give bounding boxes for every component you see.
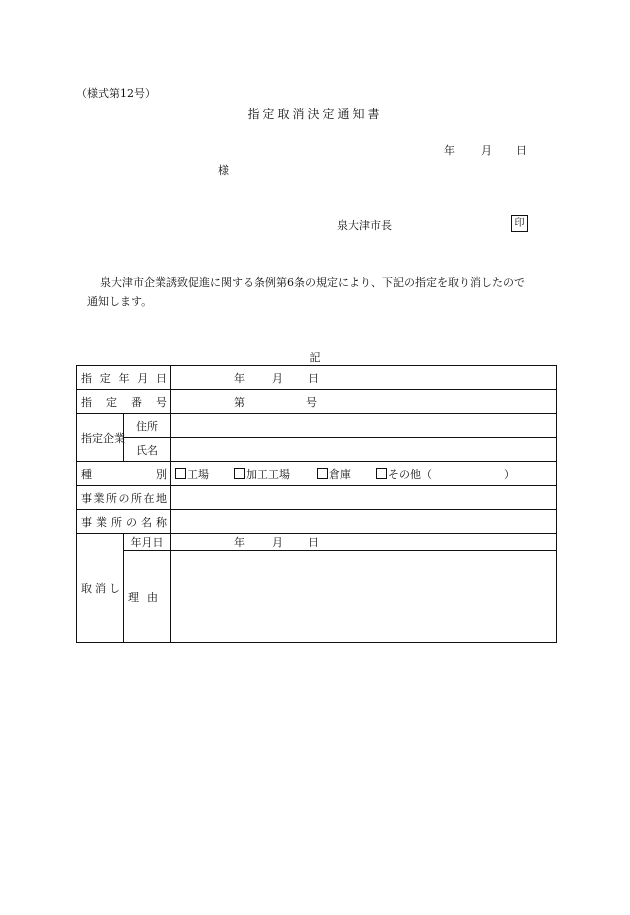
seal-stamp-box: 印 (511, 215, 528, 232)
designation-number-label: 指定番号 (77, 390, 171, 414)
checkbox-icon (234, 468, 245, 479)
document-title: 指定取消決定通知書 (247, 107, 383, 121)
ki-heading: 記 (309, 351, 321, 364)
name-label: 氏名 (124, 438, 171, 462)
name-field[interactable] (171, 438, 557, 462)
cancellation-date-field[interactable] (171, 534, 557, 551)
designation-month-label: 月 (272, 371, 283, 385)
form-number: （様式第12号） (76, 87, 156, 100)
type-option-warehouse[interactable]: 倉庫 (317, 466, 376, 482)
cancellation-label: 取消し (77, 534, 124, 643)
row-designation-date (77, 366, 557, 390)
details-table (76, 365, 557, 643)
designation-number-suffix: 号 (306, 395, 317, 409)
row-office-location (77, 486, 557, 510)
row-cancellation-reason (77, 551, 557, 643)
designation-year-label: 年 (234, 371, 245, 385)
row-type (77, 462, 557, 486)
office-name-field[interactable] (171, 510, 557, 534)
body-text-line-1: 泉大津市企業誘致促進に関する条例第6条の規定により、下記の指定を取り消したので (100, 276, 525, 289)
addressee-suffix: 様 (218, 164, 229, 177)
cancellation-year-label: 年 (234, 536, 245, 549)
designation-day-label: 日 (308, 371, 319, 385)
reason-label: 理由 (124, 551, 171, 643)
row-designation-number (77, 390, 557, 414)
checkbox-icon (317, 468, 328, 479)
designation-number-field[interactable] (171, 390, 557, 414)
date-day-label: 日 (516, 144, 527, 157)
row-cancellation-date (77, 534, 557, 551)
address-label: 住所 (124, 414, 171, 438)
body-text-line-2: 通知します。 (87, 295, 153, 308)
type-label: 種別 (77, 462, 171, 486)
checkbox-icon (376, 468, 387, 479)
type-options (171, 462, 557, 486)
office-location-label: 事業所の所在地 (77, 486, 171, 510)
designated-company-label: 指定企業 (77, 414, 124, 462)
reason-field[interactable] (171, 551, 557, 643)
designation-date-field[interactable] (171, 366, 557, 390)
date-year-label: 年 (444, 144, 455, 157)
type-option-processing-factory[interactable]: 加工工場 (234, 466, 317, 482)
address-field[interactable] (171, 414, 557, 438)
type-option-other[interactable]: その他（ ） (376, 466, 515, 482)
cancellation-day-label: 日 (308, 536, 319, 549)
cancellation-date-label: 年月日 (124, 534, 171, 551)
designation-date-label: 指定年月日 (77, 366, 171, 390)
office-name-label: 事業所の名称 (77, 510, 171, 534)
type-option-factory[interactable]: 工場 (175, 466, 234, 482)
office-location-field[interactable] (171, 486, 557, 510)
issuer-name: 泉大津市長 (337, 219, 392, 232)
date-month-label: 月 (481, 144, 492, 157)
designation-number-prefix: 第 (234, 395, 245, 409)
row-company-address (77, 414, 557, 438)
row-company-name (77, 438, 557, 462)
cancellation-month-label: 月 (272, 536, 283, 549)
checkbox-icon (175, 468, 186, 479)
row-office-name (77, 510, 557, 534)
